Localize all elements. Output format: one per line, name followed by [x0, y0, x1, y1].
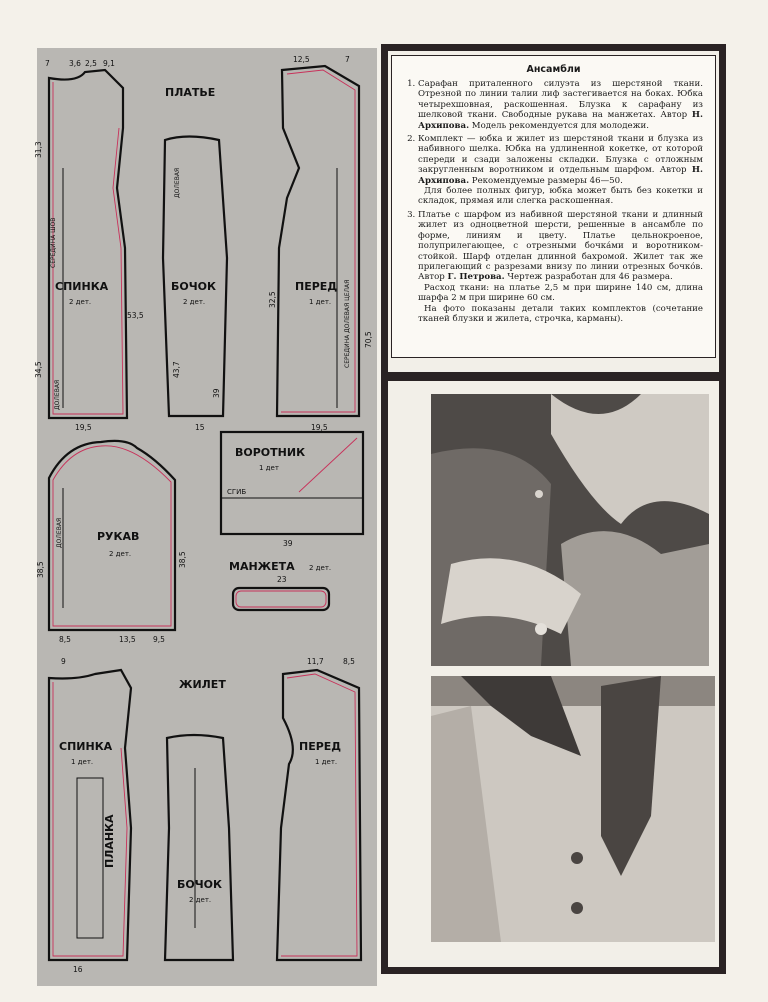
pattern-back-top-m1: 3,6: [69, 59, 81, 68]
pattern-sleeve-bottom-m2: 13,5: [119, 635, 136, 644]
pattern-vest-side-outline: [165, 735, 233, 960]
pattern-vest-front-outline: [277, 670, 361, 960]
pattern-vest-side-name: БОЧОК: [177, 878, 222, 891]
pattern-back-side-m7: 53,5: [127, 311, 144, 320]
pattern-back-grain: ДОЛЕВАЯ: [54, 379, 61, 410]
pattern-vest-front-redline: [281, 674, 357, 956]
pattern-back-left-m3: 34,5: [34, 361, 43, 378]
pattern-vest-back-outline: [49, 670, 131, 960]
pattern-collar-count: 1 дет: [259, 464, 279, 472]
pattern-vest-front-top-m0: 11,7: [307, 657, 324, 666]
pattern-back-name: СПИНКА: [55, 280, 109, 293]
pattern-back-outline: [49, 70, 127, 418]
pattern-side-bottom-m1: 15: [195, 423, 205, 432]
pattern-placket-name: ПЛАНКА: [103, 814, 116, 868]
pattern-front-midgrain: СЕРЕДИНА ДОЛЕВАЯ ЦЕЛАЯ: [344, 279, 351, 368]
pattern-vest-front-top-m1: 8,5: [343, 657, 355, 666]
frame-divider: [388, 372, 722, 381]
description-item-2: 2. Комплект — юбка и жилет из шерстяной ткани и блузка из набивного шелка. Юбка на удлиненной кокетке, от которой спереди и сзади заложены складки. Блузка с отложным закругленным воротником и отдельным шарфом. Автор Н. Архипова. Рекомендуемые размеры 46—50. Для более полных фигур, юбка может быть без кокетки и складок, прямая или слегка раскошенная.: [418, 134, 703, 207]
pattern-side-count: 2 дет.: [183, 298, 206, 306]
pattern-front-right-m2: 70,5: [364, 331, 373, 348]
pattern-sleeve-right-m2: 38,5: [178, 551, 187, 568]
pattern-vest-side-count: 2 дет.: [189, 896, 212, 904]
pattern-front-left-m4: 32,5: [268, 291, 277, 308]
pattern-drawing: [34, 48, 377, 986]
pattern-back-bottom: 19,5: [75, 423, 92, 432]
pattern-vest-back-name: СПИНКА: [59, 740, 113, 753]
pattern-side-right-m5: 39: [212, 388, 221, 398]
pattern-cuff-redline: [236, 591, 326, 607]
pattern-back-count: 2 дет.: [69, 298, 92, 306]
pattern-sleeve-bottom-m0: 8,5: [59, 635, 71, 644]
pattern-cuff-count: 2 дет.: [309, 564, 332, 572]
pattern-side-grain: ДОЛЕВАЯ: [174, 167, 181, 198]
pattern-collar-fold: СГИБ: [227, 488, 247, 496]
pattern-side-name: БОЧОК: [171, 280, 216, 293]
pattern-sleeve-count: 2 дет.: [109, 550, 132, 558]
pattern-collar-redline: [299, 438, 357, 492]
pattern-placket-outline: [77, 778, 103, 938]
pattern-cuff-name: МАНЖЕТА: [229, 560, 295, 573]
pattern-collar-bottom: 39: [283, 539, 293, 548]
pattern-back-left-m1: 31,3: [34, 141, 43, 158]
description-box: [391, 55, 716, 358]
pattern-back-midseam: СЕРЕДИНА ШОВ: [50, 217, 57, 268]
pattern-sleeve-grain: ДОЛЕВАЯ: [56, 517, 63, 548]
description-title: Ансамбли: [526, 64, 581, 75]
pattern-side-left-m2: 43,7: [172, 361, 181, 378]
pattern-collar-name: ВОРОТНИК: [235, 446, 306, 459]
description-item-3: 3. Платье с шарфом из набивной шерстяной ткани и длинный жилет из одноцветной шерсти, решенные в ансамбле по форме, линиям и цвету. Платье цельнокроеное, полуприлегающее, с отрезными бочкáми и воротником-стойкой. Шарф отделан длинной бахромой. Жилет так же прилегающий с разрезами внизу по линии отрезных бочкóв. Автор Г. Петрова. Чертеж разработан для 46 размера. Расход ткани: на платье 2,5 м при ширине 140 см, длина шарфа 2 м при ширине 60 см. На фото показаны детали таких комплектов (сочетание тканей блузки и жилета, строчка, карманы).: [418, 210, 703, 324]
pattern-vest-back-top-m0: 9: [61, 657, 66, 666]
pattern-vest-back-bottom-m0: 16: [73, 965, 83, 974]
pattern-vest-heading: ЖИЛЕТ: [179, 678, 226, 691]
pattern-sleeve-left-m2: 38,5: [36, 561, 45, 578]
description-item-1: 1. Сарафан приталенного силуэта из шерстяной ткани. Отрезной по линии талии лиф застегивается на боках. Юбка четырехшовная, раскошенная. Блузка к сарафану из шелковой ткани. Свободные рукава на манжетах. Автор Н. Архипова. Модель рекомендуется для молодежи.: [418, 79, 703, 131]
pattern-vest-front-count: 1 дет.: [315, 758, 338, 766]
description-list: [404, 79, 703, 324]
pattern-front-name: ПЕРЕД: [295, 280, 338, 293]
pattern-sleeve-name: РУКАВ: [97, 530, 140, 543]
photo-scarf-vest-detail: [431, 676, 715, 942]
pattern-vest-back-count: 1 дет.: [71, 758, 94, 766]
pattern-back-top-m3: 9,1: [103, 59, 115, 68]
pattern-sleeve-bottom-m4: 9,5: [153, 635, 165, 644]
pattern-front-count: 1 дет.: [309, 298, 332, 306]
pattern-panel: [34, 48, 377, 986]
pattern-cuff-top-m2: 23: [277, 575, 287, 584]
pattern-front-bottom-m1: 19,5: [311, 423, 328, 432]
pattern-back-top-m0: 7: [45, 59, 50, 68]
pattern-front-top-m1: 7: [345, 55, 350, 64]
photo-blouse-vest-detail: [431, 394, 709, 666]
pattern-vest-front-name: ПЕРЕД: [299, 740, 342, 753]
pattern-front-top-m0: 12,5: [293, 55, 310, 64]
pattern-dress-heading: ПЛАТЬЕ: [165, 86, 216, 99]
pattern-back-top-m2: 2,5: [85, 59, 97, 68]
